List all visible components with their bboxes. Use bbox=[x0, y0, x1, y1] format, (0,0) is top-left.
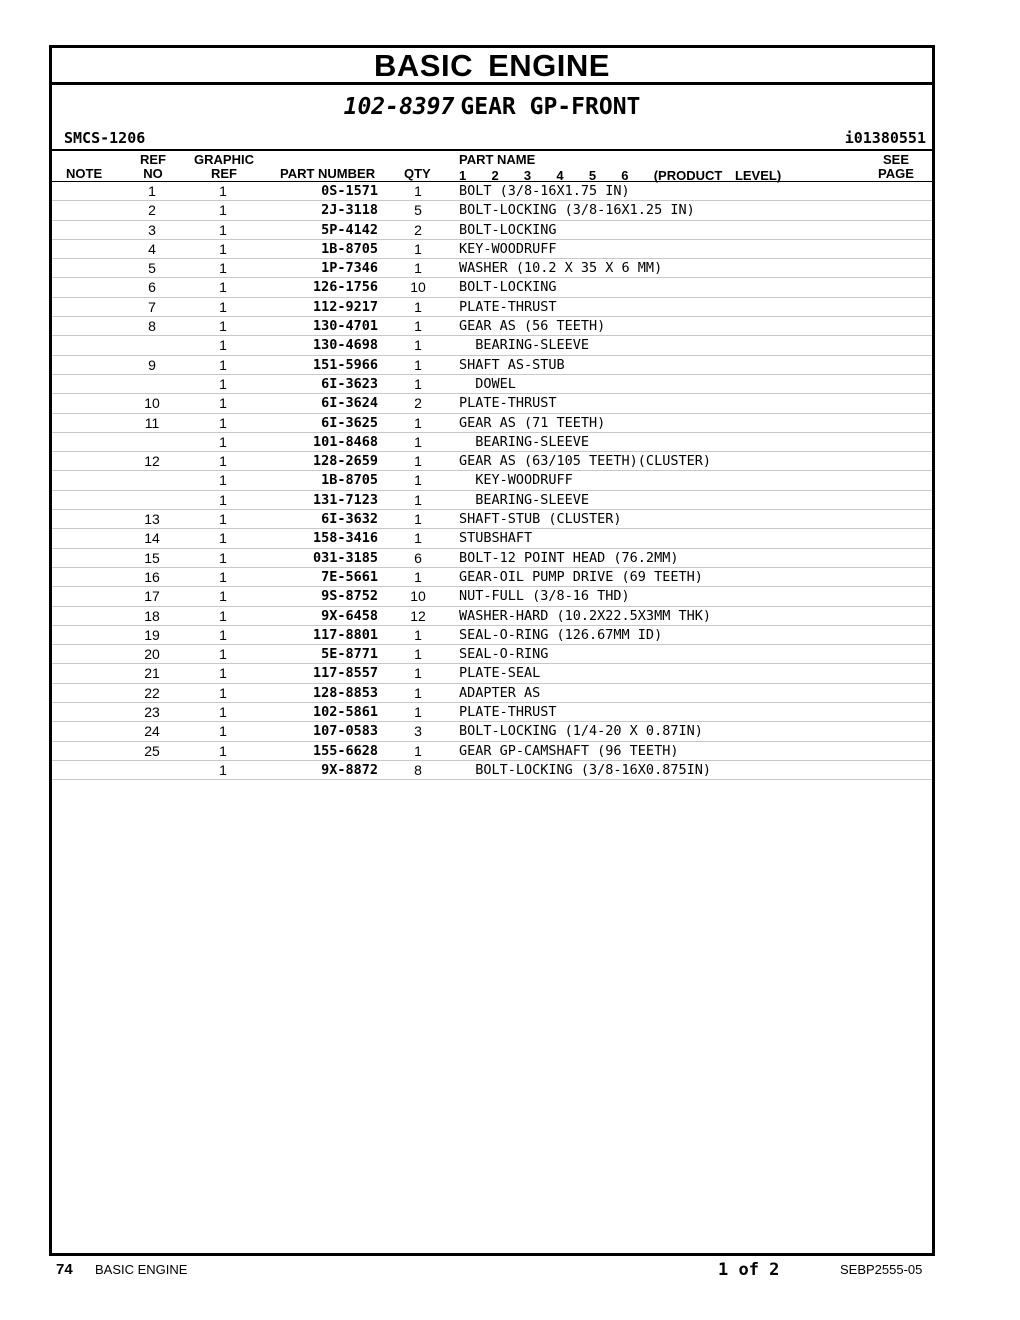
graphic-ref: 1 bbox=[219, 433, 227, 450]
table-row bbox=[52, 491, 932, 510]
graphic-ref: 1 bbox=[219, 395, 227, 412]
table-row bbox=[52, 664, 932, 683]
part-name: SHAFT-STUB (CLUSTER) bbox=[459, 511, 622, 528]
ref-no: 2 bbox=[148, 202, 156, 219]
ref-no: 4 bbox=[148, 240, 156, 257]
graphic-ref: 1 bbox=[219, 511, 227, 528]
part-name: BOLT-LOCKING (1/4-20 X 0.87IN) bbox=[459, 723, 703, 740]
col-qty: QTY bbox=[404, 166, 431, 181]
table-row bbox=[52, 356, 932, 375]
table-row bbox=[52, 684, 932, 703]
col-graphic-top: GRAPHIC bbox=[194, 152, 254, 167]
part-name: BOLT (3/8-16X1.75 IN) bbox=[459, 183, 630, 199]
table-row bbox=[52, 510, 932, 529]
quantity: 1 bbox=[414, 511, 422, 528]
graphic-ref: 1 bbox=[219, 472, 227, 489]
table-row bbox=[52, 394, 932, 413]
table-row bbox=[52, 375, 932, 394]
part-name: GEAR GP-CAMSHAFT (96 TEETH) bbox=[459, 742, 679, 759]
part-name: BOLT-12 POINT HEAD (76.2MM) bbox=[459, 549, 679, 566]
col-ref-bottom: NO bbox=[143, 166, 163, 181]
part-number: 1P-7346 bbox=[321, 260, 378, 277]
part-number: 117-8801 bbox=[312, 626, 378, 643]
col-part-name: PART NAME bbox=[459, 152, 536, 167]
graphic-ref: 1 bbox=[219, 568, 227, 585]
ref-no: 13 bbox=[144, 511, 160, 528]
quantity: 1 bbox=[414, 491, 422, 508]
quantity: 1 bbox=[414, 414, 422, 431]
ref-no: 1 bbox=[148, 183, 156, 199]
col-see-bottom: PAGE bbox=[878, 166, 914, 181]
ref-no: 14 bbox=[144, 530, 160, 547]
group-number: 102-8397 bbox=[343, 94, 455, 120]
graphic-ref: 1 bbox=[219, 491, 227, 508]
part-number: 031-3185 bbox=[312, 549, 378, 566]
quantity: 1 bbox=[414, 646, 422, 663]
smcs-code: SMCS-1206 bbox=[64, 129, 146, 147]
graphic-ref: 1 bbox=[219, 337, 227, 354]
graphic-ref: 1 bbox=[219, 298, 227, 315]
ref-no: 8 bbox=[148, 318, 156, 335]
graphic-ref: 1 bbox=[219, 221, 227, 238]
ref-no: 11 bbox=[144, 414, 160, 431]
table-row bbox=[52, 201, 932, 220]
part-number: 128-2659 bbox=[312, 453, 378, 470]
part-name: GEAR AS (71 TEETH) bbox=[459, 414, 606, 431]
part-number: 151-5966 bbox=[312, 356, 378, 373]
part-name: DOWEL bbox=[459, 375, 516, 392]
illustration-id: i01380551 bbox=[844, 129, 926, 147]
graphic-ref: 1 bbox=[219, 761, 227, 778]
quantity: 8 bbox=[414, 761, 422, 778]
footer-page-number: 74 bbox=[56, 1261, 73, 1278]
ref-no: 5 bbox=[148, 260, 156, 277]
table-row bbox=[52, 182, 932, 201]
quantity: 1 bbox=[414, 337, 422, 354]
graphic-ref: 1 bbox=[219, 279, 227, 296]
quantity: 12 bbox=[410, 607, 426, 624]
part-name: KEY-WOODRUFF bbox=[459, 472, 573, 489]
quantity: 1 bbox=[414, 704, 422, 721]
quantity: 1 bbox=[414, 530, 422, 547]
part-name: PLATE-THRUST bbox=[459, 395, 557, 412]
footer-section: BASIC ENGINE bbox=[95, 1262, 188, 1277]
code-row bbox=[52, 127, 932, 151]
quantity: 1 bbox=[414, 433, 422, 450]
ref-no: 6 bbox=[148, 279, 156, 296]
column-header bbox=[52, 151, 932, 182]
table-row bbox=[52, 433, 932, 452]
ref-no: 22 bbox=[144, 684, 160, 701]
table-row bbox=[52, 414, 932, 433]
table-row bbox=[52, 568, 932, 587]
part-name: BOLT-LOCKING (3/8-16X1.25 IN) bbox=[459, 202, 695, 219]
quantity: 1 bbox=[414, 742, 422, 759]
table-row bbox=[52, 452, 932, 471]
part-name: NUT-FULL (3/8-16 THD) bbox=[459, 588, 630, 605]
page-footer bbox=[0, 1258, 1020, 1282]
part-number: 6I-3624 bbox=[321, 395, 378, 412]
quantity: 2 bbox=[414, 221, 422, 238]
quantity: 10 bbox=[410, 279, 426, 296]
quantity: 3 bbox=[414, 723, 422, 740]
quantity: 2 bbox=[414, 395, 422, 412]
table-row bbox=[52, 529, 932, 548]
quantity: 5 bbox=[414, 202, 422, 219]
graphic-ref: 1 bbox=[219, 646, 227, 663]
graphic-ref: 1 bbox=[219, 626, 227, 643]
col-ref-top: REF bbox=[140, 152, 166, 167]
graphic-ref: 1 bbox=[219, 240, 227, 257]
graphic-ref: 1 bbox=[219, 607, 227, 624]
graphic-ref: 1 bbox=[219, 318, 227, 335]
graphic-ref: 1 bbox=[219, 723, 227, 740]
quantity: 1 bbox=[414, 453, 422, 470]
part-number: 126-1756 bbox=[312, 279, 378, 296]
col-product-levels: 1 2 3 4 5 6 (PRODUCT LEVEL) bbox=[459, 168, 782, 183]
part-name: WASHER (10.2 X 35 X 6 MM) bbox=[459, 260, 663, 277]
table-row bbox=[52, 259, 932, 278]
part-number: 155-6628 bbox=[312, 742, 378, 759]
table-row bbox=[52, 278, 932, 297]
graphic-ref: 1 bbox=[219, 684, 227, 701]
graphic-ref: 1 bbox=[219, 742, 227, 759]
part-name: PLATE-SEAL bbox=[459, 665, 541, 682]
part-number: 130-4698 bbox=[312, 337, 378, 354]
part-number: 130-4701 bbox=[312, 318, 378, 335]
graphic-ref: 1 bbox=[219, 414, 227, 431]
part-number: 107-0583 bbox=[312, 723, 378, 740]
ref-no: 17 bbox=[144, 588, 160, 605]
part-number: 2J-3118 bbox=[321, 202, 378, 219]
footer-document: SEBP2555-05 bbox=[840, 1262, 923, 1277]
part-number: 131-7123 bbox=[312, 491, 378, 508]
title-bar bbox=[52, 48, 932, 85]
quantity: 1 bbox=[414, 626, 422, 643]
part-number: 0S-1571 bbox=[321, 183, 378, 199]
col-see-top: SEE bbox=[882, 152, 909, 167]
ref-no: 16 bbox=[144, 568, 160, 585]
part-name: SHAFT AS-STUB bbox=[459, 356, 565, 373]
part-name: BEARING-SLEEVE bbox=[459, 433, 590, 450]
graphic-ref: 1 bbox=[219, 530, 227, 547]
table-row bbox=[52, 298, 932, 317]
part-number: 117-8557 bbox=[312, 665, 378, 682]
part-name: ADAPTER AS bbox=[459, 684, 541, 701]
part-name: STUBSHAFT bbox=[459, 530, 533, 547]
group-heading bbox=[52, 85, 932, 127]
table-row bbox=[52, 221, 932, 240]
ref-no: 7 bbox=[148, 298, 156, 315]
quantity: 1 bbox=[414, 568, 422, 585]
col-part-number: PART NUMBER bbox=[280, 166, 376, 181]
ref-no: 12 bbox=[144, 453, 160, 470]
part-name: BOLT-LOCKING (3/8-16X0.875IN) bbox=[459, 761, 711, 778]
graphic-ref: 1 bbox=[219, 202, 227, 219]
table-row bbox=[52, 722, 932, 741]
quantity: 1 bbox=[414, 260, 422, 277]
quantity: 1 bbox=[414, 684, 422, 701]
parts-list-frame bbox=[49, 45, 935, 1256]
ref-no: 23 bbox=[144, 704, 160, 721]
graphic-ref: 1 bbox=[219, 588, 227, 605]
parts-table-body bbox=[52, 182, 932, 780]
group-name: GEAR GP-FRONT bbox=[460, 94, 641, 120]
part-name: BOLT-LOCKING bbox=[459, 221, 557, 238]
part-number: 101-8468 bbox=[312, 433, 378, 450]
graphic-ref: 1 bbox=[219, 183, 227, 199]
part-number: 5E-8771 bbox=[321, 646, 378, 663]
ref-no: 20 bbox=[144, 646, 160, 663]
part-number: 7E-5661 bbox=[321, 568, 378, 585]
part-number: 1B-8705 bbox=[321, 472, 378, 489]
part-name: SEAL-O-RING bbox=[459, 646, 549, 663]
table-row bbox=[52, 317, 932, 336]
ref-no: 21 bbox=[144, 665, 160, 682]
part-name: BEARING-SLEEVE bbox=[459, 491, 590, 508]
graphic-ref: 1 bbox=[219, 665, 227, 682]
part-number: 5P-4142 bbox=[321, 221, 378, 238]
quantity: 1 bbox=[414, 665, 422, 682]
page-title: BASIC ENGINE bbox=[374, 48, 610, 83]
part-number: 9S-8752 bbox=[321, 588, 378, 605]
graphic-ref: 1 bbox=[219, 704, 227, 721]
col-graphic-bottom: REF bbox=[211, 166, 237, 181]
part-number: 9X-8872 bbox=[321, 761, 378, 778]
table-row bbox=[52, 587, 932, 606]
part-name: BEARING-SLEEVE bbox=[459, 337, 590, 354]
table-row bbox=[52, 761, 932, 780]
table-row bbox=[52, 626, 932, 645]
ref-no: 15 bbox=[144, 549, 160, 566]
part-number: 6I-3623 bbox=[321, 375, 378, 392]
quantity: 1 bbox=[414, 375, 422, 392]
part-number: 1B-8705 bbox=[321, 240, 378, 257]
table-row bbox=[52, 703, 932, 722]
part-name: WASHER-HARD (10.2X22.5X3MM THK) bbox=[459, 607, 711, 624]
part-name: KEY-WOODRUFF bbox=[459, 240, 557, 257]
ref-no: 18 bbox=[144, 607, 160, 624]
ref-no: 19 bbox=[144, 626, 160, 643]
part-name: GEAR AS (56 TEETH) bbox=[459, 318, 606, 335]
part-number: 6I-3632 bbox=[321, 511, 378, 528]
graphic-ref: 1 bbox=[219, 375, 227, 392]
footer-sheet: 1 of 2 bbox=[718, 1260, 780, 1280]
table-row bbox=[52, 471, 932, 490]
graphic-ref: 1 bbox=[219, 260, 227, 277]
part-name: PLATE-THRUST bbox=[459, 298, 557, 315]
graphic-ref: 1 bbox=[219, 356, 227, 373]
quantity: 10 bbox=[410, 588, 426, 605]
quantity: 1 bbox=[414, 240, 422, 257]
table-row bbox=[52, 240, 932, 259]
quantity: 1 bbox=[414, 318, 422, 335]
part-number: 102-5861 bbox=[312, 704, 378, 721]
part-number: 6I-3625 bbox=[321, 414, 378, 431]
ref-no: 25 bbox=[144, 742, 160, 759]
ref-no: 24 bbox=[144, 723, 160, 740]
part-name: SEAL-O-RING (126.67MM ID) bbox=[459, 626, 663, 643]
ref-no: 3 bbox=[148, 221, 156, 238]
table-row bbox=[52, 645, 932, 664]
part-name: BOLT-LOCKING bbox=[459, 279, 557, 296]
quantity: 1 bbox=[414, 356, 422, 373]
table-row bbox=[52, 336, 932, 355]
quantity: 1 bbox=[414, 183, 422, 199]
table-row bbox=[52, 549, 932, 568]
part-number: 9X-6458 bbox=[321, 607, 378, 624]
quantity: 1 bbox=[414, 298, 422, 315]
part-number: 128-8853 bbox=[312, 684, 378, 701]
part-name: GEAR-OIL PUMP DRIVE (69 TEETH) bbox=[459, 568, 703, 585]
part-number: 158-3416 bbox=[312, 530, 378, 547]
table-row bbox=[52, 742, 932, 761]
ref-no: 9 bbox=[148, 356, 156, 373]
part-name: GEAR AS (63/105 TEETH)(CLUSTER) bbox=[459, 453, 711, 470]
ref-no: 10 bbox=[144, 395, 160, 412]
quantity: 6 bbox=[414, 549, 422, 566]
part-number: 112-9217 bbox=[312, 298, 378, 315]
table-row bbox=[52, 607, 932, 626]
part-name: PLATE-THRUST bbox=[459, 704, 557, 721]
col-note: NOTE bbox=[66, 166, 103, 181]
graphic-ref: 1 bbox=[219, 453, 227, 470]
graphic-ref: 1 bbox=[219, 549, 227, 566]
quantity: 1 bbox=[414, 472, 422, 489]
